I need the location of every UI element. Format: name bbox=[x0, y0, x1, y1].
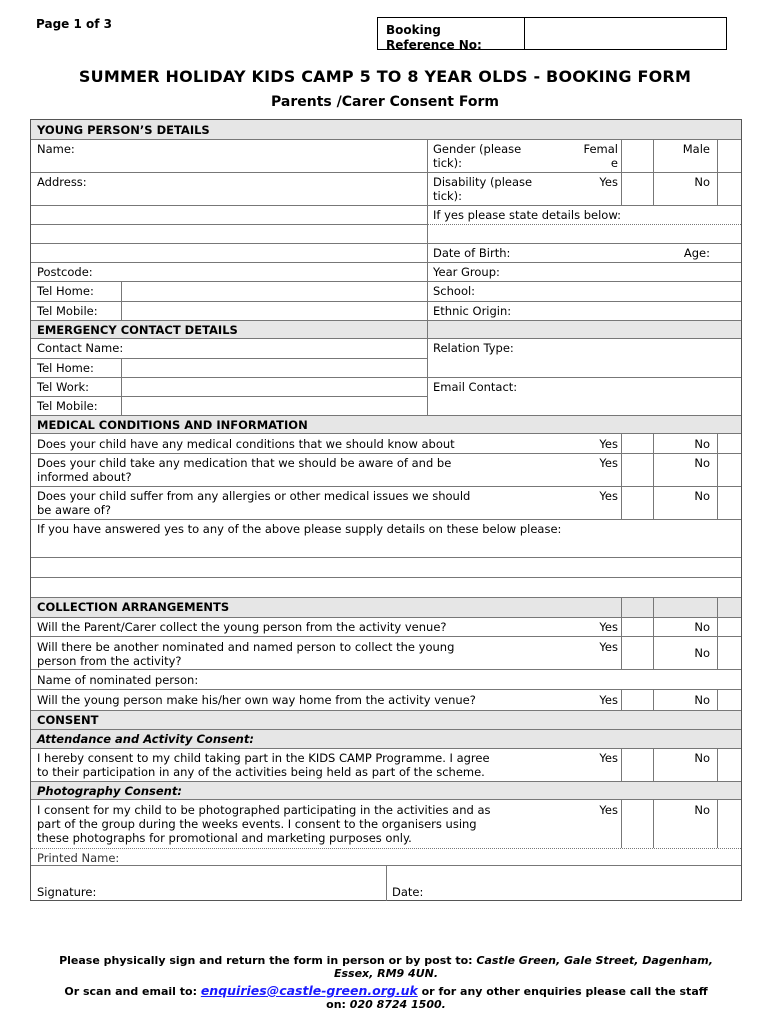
collection-q3: Will the young person make his/her own way home from the activity venue? bbox=[37, 693, 476, 707]
section-young-person: YOUNG PERSON’S DETAILS bbox=[37, 123, 210, 137]
section-shade bbox=[31, 710, 741, 729]
medical-q2-no: No bbox=[694, 456, 710, 470]
postcode-label: Postcode: bbox=[37, 265, 93, 279]
tel-mobile-label: Tel Mobile: bbox=[37, 304, 98, 318]
footer-email bbox=[36, 984, 736, 1011]
enquiries-email-link[interactable]: enquiries@castle-green.org.uk bbox=[200, 983, 418, 998]
booking-reference bbox=[377, 17, 727, 50]
medical-q3-no: No bbox=[694, 489, 710, 503]
section-consent: CONSENT bbox=[37, 713, 99, 727]
signature-label: Signature: bbox=[37, 885, 97, 899]
dob-label: Date of Birth: bbox=[433, 246, 511, 260]
female-label: Femal e bbox=[583, 142, 618, 170]
attendance-no: No bbox=[694, 751, 710, 765]
emergency-tel-home-label: Tel Home: bbox=[37, 361, 94, 375]
year-group-label: Year Group: bbox=[433, 265, 500, 279]
male-label: Male bbox=[682, 142, 710, 156]
collection-q3-no: No bbox=[694, 693, 710, 707]
disability-label: Disability (please tick): bbox=[433, 175, 533, 203]
photography-consent-title: Photography Consent: bbox=[37, 784, 182, 798]
booking-form-table bbox=[30, 119, 742, 901]
disability-yes-label: Yes bbox=[599, 175, 618, 189]
medical-details-label: If you have answered yes to any of the above please supply details on these below please: bbox=[37, 522, 562, 536]
footer-phone: 020 8724 1500. bbox=[349, 998, 446, 1011]
photography-no: No bbox=[694, 803, 710, 817]
photography-consent-text: I consent for my child to be photographed participating in the activities and as part of the group during the weeks events. I consent to the organisers using these photographs for promotional and marketing purposes only. bbox=[37, 803, 491, 845]
booking-reference-label: Booking Reference No: bbox=[386, 23, 482, 52]
footer-phone-intro: or for any other enquiries please call the staff on: bbox=[326, 985, 708, 1011]
medical-q1-no: No bbox=[694, 437, 710, 451]
attendance-consent-title: Attendance and Activity Consent: bbox=[37, 732, 254, 746]
collection-q1-no: No bbox=[694, 620, 710, 634]
attendance-consent-text: I hereby consent to my child taking part in the KIDS CAMP Programme. I agree to their participation in any of the activities being held as part of the scheme. bbox=[37, 751, 490, 779]
collection-q2-yes: Yes bbox=[599, 640, 618, 654]
female-checkbox[interactable] bbox=[622, 140, 653, 172]
email-contact-label: Email Contact: bbox=[433, 380, 518, 394]
emergency-tel-mobile-label: Tel Mobile: bbox=[37, 399, 98, 413]
collection-q2: Will there be another nominated and named person to collect the young person from the activity? bbox=[37, 640, 455, 668]
medical-q2: Does your child take any medication that we should be aware of and be informed about? bbox=[37, 456, 452, 484]
footer-postal-intro: Please physically sign and return the form in person or by post to: bbox=[59, 954, 477, 967]
emergency-tel-work-label: Tel Work: bbox=[37, 380, 89, 394]
nominated-person-label: Name of nominated person: bbox=[37, 673, 199, 687]
ethnic-origin-label: Ethnic Origin: bbox=[433, 304, 512, 318]
medical-q3: Does your child suffer from any allergies or other medical issues we should be aware of? bbox=[37, 489, 471, 517]
disability-yes-checkbox[interactable] bbox=[622, 173, 653, 205]
relation-type-label: Relation Type: bbox=[433, 341, 514, 355]
section-collection: COLLECTION ARRANGEMENTS bbox=[37, 600, 230, 614]
medical-q2-yes: Yes bbox=[599, 456, 618, 470]
photography-yes: Yes bbox=[599, 803, 618, 817]
section-emergency: EMERGENCY CONTACT DETAILS bbox=[37, 323, 238, 337]
school-label: School: bbox=[433, 284, 476, 298]
disability-no-label: No bbox=[694, 175, 710, 189]
medical-q1-yes: Yes bbox=[599, 437, 618, 451]
page-number: Page 1 of 3 bbox=[36, 17, 112, 31]
footer-email-intro: Or scan and email to: bbox=[64, 985, 201, 998]
contact-name-label: Contact Name: bbox=[37, 341, 124, 355]
printed-name-label: Printed Name: bbox=[37, 851, 120, 865]
footer-address: Castle Green, Gale Street, Dagenham, Essex, RM9 4UN. bbox=[333, 954, 713, 980]
footer-postal bbox=[36, 954, 736, 980]
collection-q3-yes: Yes bbox=[599, 693, 618, 707]
collection-q2-no: No bbox=[694, 646, 710, 660]
medical-q3-yes: Yes bbox=[599, 489, 618, 503]
section-medical: MEDICAL CONDITIONS AND INFORMATION bbox=[37, 418, 308, 432]
collection-q1: Will the Parent/Carer collect the young person from the activity venue? bbox=[37, 620, 447, 634]
date-label: Date: bbox=[392, 885, 424, 899]
name-label: Name: bbox=[37, 142, 75, 156]
male-checkbox[interactable] bbox=[718, 140, 741, 172]
attendance-yes: Yes bbox=[599, 751, 618, 765]
age-label: Age: bbox=[683, 246, 710, 260]
medical-q1: Does your child have any medical conditions that we should know about bbox=[37, 437, 455, 451]
form-title: SUMMER HOLIDAY KIDS CAMP 5 TO 8 YEAR OLDS - BOOKING FORM bbox=[78, 67, 692, 86]
form-subtitle: Parents /Carer Consent Form bbox=[271, 94, 499, 110]
booking-reference-field[interactable] bbox=[525, 18, 726, 49]
disability-no-checkbox[interactable] bbox=[718, 173, 741, 205]
collection-q1-yes: Yes bbox=[599, 620, 618, 634]
address-label: Address: bbox=[37, 175, 87, 189]
if-yes-label: If yes please state details below: bbox=[433, 208, 621, 222]
gender-label: Gender (please tick): bbox=[433, 142, 522, 170]
tel-home-label: Tel Home: bbox=[37, 284, 94, 298]
